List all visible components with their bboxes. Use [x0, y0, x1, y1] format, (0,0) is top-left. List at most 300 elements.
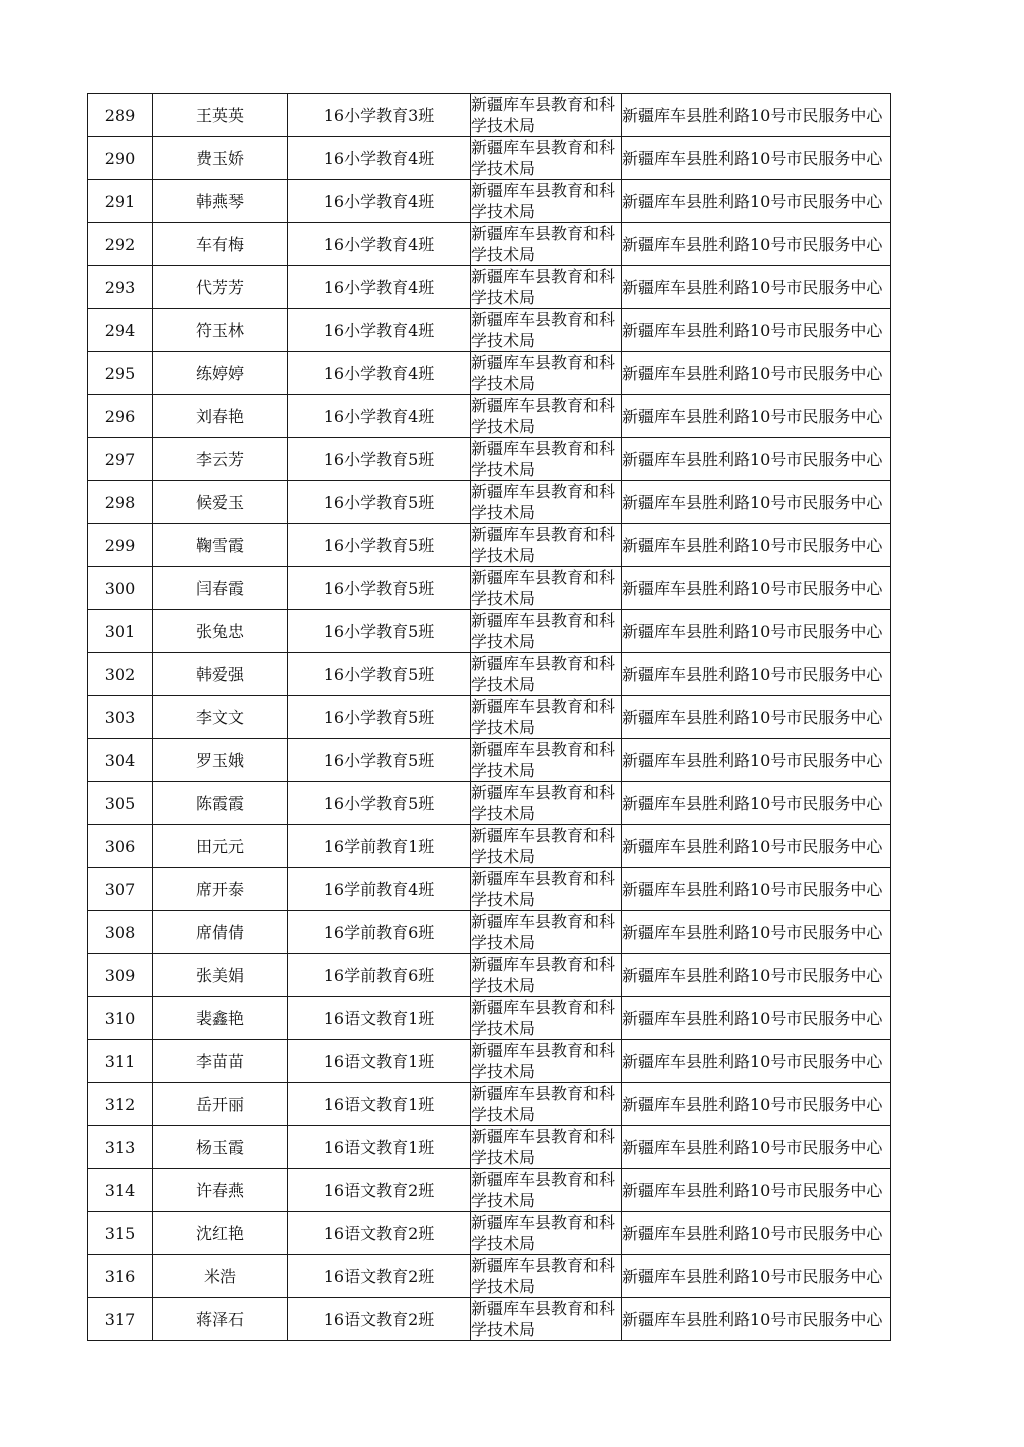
class-cell	[288, 180, 471, 223]
row-number-cell-text: 290	[104, 148, 136, 168]
class-cell-text: 16小学教育3班	[323, 105, 435, 125]
address-cell	[622, 395, 891, 438]
name-cell-text: 张兔忠	[195, 621, 244, 641]
unit-cell	[471, 696, 622, 739]
address-cell-text: 新疆库车县胜利路10号市民服务中心	[622, 363, 883, 383]
unit-cell-text: 新疆库车县教育和科学技术局	[471, 998, 616, 1038]
name-cell-text: 罗玉娥	[195, 750, 244, 770]
class-cell	[288, 739, 471, 782]
address-cell-text: 新疆库车县胜利路10号市民服务中心	[622, 922, 883, 942]
unit-cell-text: 新疆库车县教育和科学技术局	[471, 439, 616, 479]
row-number-cell-text: 311	[104, 1051, 136, 1071]
row-number-cell-text: 300	[104, 578, 136, 598]
row-number-cell	[88, 911, 153, 954]
unit-cell-text: 新疆库车县教育和科学技术局	[471, 1127, 616, 1167]
name-cell-text: 席倩倩	[195, 922, 244, 942]
name-cell	[153, 825, 288, 868]
name-cell	[153, 739, 288, 782]
table-row	[88, 94, 891, 137]
row-number-cell-text: 289	[104, 105, 136, 125]
class-cell	[288, 1255, 471, 1298]
table-row	[88, 997, 891, 1040]
name-cell	[153, 481, 288, 524]
class-cell-text: 16小学教育5班	[323, 578, 435, 598]
address-cell-text: 新疆库车县胜利路10号市民服务中心	[622, 234, 883, 254]
name-cell-text: 王英英	[195, 105, 244, 125]
class-cell-text: 16语文教育2班	[323, 1223, 435, 1243]
unit-cell	[471, 1255, 622, 1298]
name-cell	[153, 1126, 288, 1169]
table-row	[88, 1083, 891, 1126]
address-cell	[622, 352, 891, 395]
address-cell-text: 新疆库车县胜利路10号市民服务中心	[622, 277, 883, 297]
class-cell	[288, 352, 471, 395]
row-number-cell	[88, 223, 153, 266]
class-cell-text: 16语文教育1班	[323, 1137, 435, 1157]
name-cell-text: 韩燕琴	[195, 191, 244, 211]
row-number-cell-text: 309	[104, 965, 136, 985]
roster-body	[88, 94, 891, 1341]
name-cell-text: 张美娟	[195, 965, 244, 985]
name-cell-text: 符玉林	[195, 320, 244, 340]
class-cell-text: 16小学教育5班	[323, 664, 435, 684]
class-cell	[288, 567, 471, 610]
table-row	[88, 1126, 891, 1169]
address-cell-text: 新疆库车县胜利路10号市民服务中心	[622, 793, 883, 813]
row-number-cell-text: 292	[104, 234, 136, 254]
address-cell	[622, 696, 891, 739]
address-cell-text: 新疆库车县胜利路10号市民服务中心	[622, 621, 883, 641]
unit-cell-text: 新疆库车县教育和科学技术局	[471, 396, 616, 436]
table-row	[88, 653, 891, 696]
address-cell	[622, 997, 891, 1040]
table-row	[88, 739, 891, 782]
class-cell-text: 16学前教育6班	[323, 965, 435, 985]
unit-cell	[471, 911, 622, 954]
unit-cell-text: 新疆库车县教育和科学技术局	[471, 1170, 616, 1210]
class-cell	[288, 438, 471, 481]
row-number-cell-text: 317	[104, 1309, 136, 1329]
name-cell	[153, 94, 288, 137]
row-number-cell	[88, 1126, 153, 1169]
unit-cell	[471, 180, 622, 223]
name-cell	[153, 1255, 288, 1298]
table-row	[88, 1255, 891, 1298]
name-cell	[153, 1298, 288, 1341]
unit-cell	[471, 567, 622, 610]
name-cell	[153, 180, 288, 223]
address-cell-text: 新疆库车县胜利路10号市民服务中心	[622, 879, 883, 899]
name-cell	[153, 223, 288, 266]
unit-cell-text: 新疆库车县教育和科学技术局	[471, 267, 616, 307]
name-cell-text: 李苗苗	[195, 1051, 244, 1071]
address-cell-text: 新疆库车县胜利路10号市民服务中心	[622, 1137, 883, 1157]
address-cell	[622, 94, 891, 137]
address-cell	[622, 1040, 891, 1083]
class-cell-text: 16小学教育5班	[323, 750, 435, 770]
row-number-cell	[88, 481, 153, 524]
name-cell-text: 车有梅	[195, 234, 244, 254]
name-cell	[153, 309, 288, 352]
name-cell-text: 许春燕	[195, 1180, 244, 1200]
address-cell-text: 新疆库车县胜利路10号市民服务中心	[622, 836, 883, 856]
address-cell-text: 新疆库车县胜利路10号市民服务中心	[622, 1266, 883, 1286]
address-cell-text: 新疆库车县胜利路10号市民服务中心	[622, 1223, 883, 1243]
name-cell	[153, 696, 288, 739]
unit-cell	[471, 395, 622, 438]
address-cell-text: 新疆库车县胜利路10号市民服务中心	[622, 148, 883, 168]
row-number-cell	[88, 567, 153, 610]
roster-table	[87, 93, 891, 1341]
address-cell	[622, 266, 891, 309]
unit-cell-text: 新疆库车县教育和科学技术局	[471, 1256, 616, 1296]
unit-cell	[471, 309, 622, 352]
row-number-cell	[88, 524, 153, 567]
class-cell-text: 16小学教育4班	[323, 234, 435, 254]
address-cell-text: 新疆库车县胜利路10号市民服务中心	[622, 492, 883, 512]
name-cell	[153, 954, 288, 997]
row-number-cell	[88, 653, 153, 696]
table-row	[88, 567, 891, 610]
class-cell	[288, 696, 471, 739]
unit-cell-text: 新疆库车县教育和科学技术局	[471, 611, 616, 651]
unit-cell-text: 新疆库车县教育和科学技术局	[471, 525, 616, 565]
row-number-cell	[88, 825, 153, 868]
class-cell-text: 16小学教育4班	[323, 277, 435, 297]
table-row	[88, 911, 891, 954]
row-number-cell-text: 315	[104, 1223, 136, 1243]
unit-cell-text: 新疆库车县教育和科学技术局	[471, 654, 616, 694]
unit-cell-text: 新疆库车县教育和科学技术局	[471, 955, 616, 995]
class-cell	[288, 997, 471, 1040]
unit-cell	[471, 997, 622, 1040]
class-cell	[288, 481, 471, 524]
address-cell	[622, 825, 891, 868]
row-number-cell	[88, 610, 153, 653]
class-cell-text: 16小学教育4班	[323, 363, 435, 383]
row-number-cell-text: 313	[104, 1137, 136, 1157]
row-number-cell-text: 306	[104, 836, 136, 856]
unit-cell-text: 新疆库车县教育和科学技术局	[471, 95, 616, 135]
row-number-cell	[88, 1040, 153, 1083]
name-cell	[153, 524, 288, 567]
table-row	[88, 1212, 891, 1255]
row-number-cell	[88, 1255, 153, 1298]
name-cell	[153, 395, 288, 438]
table-row	[88, 438, 891, 481]
class-cell	[288, 1298, 471, 1341]
row-number-cell	[88, 997, 153, 1040]
row-number-cell	[88, 137, 153, 180]
address-cell-text: 新疆库车县胜利路10号市民服务中心	[622, 1094, 883, 1114]
address-cell	[622, 610, 891, 653]
name-cell-text: 蒋泽石	[195, 1309, 244, 1329]
unit-cell-text: 新疆库车县教育和科学技术局	[471, 740, 616, 780]
unit-cell	[471, 653, 622, 696]
name-cell	[153, 137, 288, 180]
address-cell-text: 新疆库车县胜利路10号市民服务中心	[622, 406, 883, 426]
address-cell-text: 新疆库车县胜利路10号市民服务中心	[622, 105, 883, 125]
name-cell-text: 岳开丽	[195, 1094, 244, 1114]
name-cell-text: 裴鑫艳	[195, 1008, 244, 1028]
row-number-cell	[88, 954, 153, 997]
class-cell	[288, 1126, 471, 1169]
address-cell	[622, 1255, 891, 1298]
row-number-cell-text: 314	[104, 1180, 136, 1200]
unit-cell	[471, 266, 622, 309]
unit-cell-text: 新疆库车县教育和科学技术局	[471, 353, 616, 393]
address-cell	[622, 481, 891, 524]
unit-cell	[471, 782, 622, 825]
class-cell-text: 16小学教育5班	[323, 793, 435, 813]
row-number-cell-text: 312	[104, 1094, 136, 1114]
name-cell-text: 费玉娇	[195, 148, 244, 168]
address-cell-text: 新疆库车县胜利路10号市民服务中心	[622, 664, 883, 684]
class-cell-text: 16小学教育4班	[323, 406, 435, 426]
unit-cell-text: 新疆库车县教育和科学技术局	[471, 1299, 616, 1339]
unit-cell	[471, 1126, 622, 1169]
class-cell-text: 16学前教育4班	[323, 879, 435, 899]
address-cell-text: 新疆库车县胜利路10号市民服务中心	[622, 578, 883, 598]
class-cell	[288, 911, 471, 954]
address-cell	[622, 868, 891, 911]
row-number-cell-text: 299	[104, 535, 136, 555]
address-cell	[622, 653, 891, 696]
class-cell	[288, 223, 471, 266]
name-cell-text: 李云芳	[195, 449, 244, 469]
class-cell	[288, 868, 471, 911]
class-cell	[288, 266, 471, 309]
class-cell-text: 16语文教育2班	[323, 1266, 435, 1286]
name-cell	[153, 266, 288, 309]
class-cell-text: 16小学教育4班	[323, 148, 435, 168]
table-row	[88, 868, 891, 911]
address-cell-text: 新疆库车县胜利路10号市民服务中心	[622, 191, 883, 211]
class-cell-text: 16学前教育1班	[323, 836, 435, 856]
class-cell-text: 16小学教育5班	[323, 449, 435, 469]
unit-cell	[471, 610, 622, 653]
address-cell	[622, 180, 891, 223]
name-cell	[153, 1212, 288, 1255]
table-row	[88, 1298, 891, 1341]
unit-cell-text: 新疆库车县教育和科学技术局	[471, 1084, 616, 1124]
row-number-cell-text: 298	[104, 492, 136, 512]
address-cell	[622, 1169, 891, 1212]
table-row	[88, 954, 891, 997]
table-row	[88, 266, 891, 309]
address-cell	[622, 954, 891, 997]
name-cell	[153, 352, 288, 395]
name-cell-text: 李文文	[195, 707, 244, 727]
row-number-cell-text: 295	[104, 363, 136, 383]
class-cell-text: 16小学教育4班	[323, 320, 435, 340]
address-cell	[622, 782, 891, 825]
name-cell-text: 沈红艳	[195, 1223, 244, 1243]
table-row	[88, 1040, 891, 1083]
address-cell-text: 新疆库车县胜利路10号市民服务中心	[622, 1309, 883, 1329]
row-number-cell	[88, 438, 153, 481]
address-cell	[622, 438, 891, 481]
unit-cell	[471, 481, 622, 524]
address-cell	[622, 524, 891, 567]
address-cell-text: 新疆库车县胜利路10号市民服务中心	[622, 535, 883, 555]
unit-cell	[471, 739, 622, 782]
row-number-cell-text: 316	[104, 1266, 136, 1286]
address-cell-text: 新疆库车县胜利路10号市民服务中心	[622, 707, 883, 727]
address-cell-text: 新疆库车县胜利路10号市民服务中心	[622, 320, 883, 340]
class-cell-text: 16小学教育5班	[323, 707, 435, 727]
unit-cell	[471, 1040, 622, 1083]
address-cell	[622, 1298, 891, 1341]
name-cell	[153, 1083, 288, 1126]
row-number-cell-text: 307	[104, 879, 136, 899]
row-number-cell	[88, 309, 153, 352]
name-cell	[153, 1040, 288, 1083]
row-number-cell	[88, 180, 153, 223]
address-cell	[622, 911, 891, 954]
class-cell	[288, 653, 471, 696]
class-cell	[288, 1169, 471, 1212]
unit-cell-text: 新疆库车县教育和科学技术局	[471, 1213, 616, 1253]
name-cell-text: 代芳芳	[195, 277, 244, 297]
class-cell-text: 16语文教育1班	[323, 1094, 435, 1114]
row-number-cell	[88, 352, 153, 395]
name-cell-text: 田元元	[195, 836, 244, 856]
unit-cell-text: 新疆库车县教育和科学技术局	[471, 138, 616, 178]
row-number-cell	[88, 1169, 153, 1212]
name-cell-text: 杨玉霞	[195, 1137, 244, 1157]
address-cell	[622, 1212, 891, 1255]
name-cell	[153, 997, 288, 1040]
unit-cell-text: 新疆库车县教育和科学技术局	[471, 482, 616, 522]
unit-cell	[471, 438, 622, 481]
unit-cell-text: 新疆库车县教育和科学技术局	[471, 912, 616, 952]
table-row	[88, 825, 891, 868]
row-number-cell-text: 310	[104, 1008, 136, 1028]
unit-cell	[471, 352, 622, 395]
row-number-cell-text: 302	[104, 664, 136, 684]
unit-cell-text: 新疆库车县教育和科学技术局	[471, 181, 616, 221]
class-cell	[288, 94, 471, 137]
name-cell-text: 练婷婷	[195, 363, 244, 383]
unit-cell-text: 新疆库车县教育和科学技术局	[471, 869, 616, 909]
unit-cell	[471, 1169, 622, 1212]
class-cell-text: 16小学教育4班	[323, 191, 435, 211]
class-cell	[288, 309, 471, 352]
name-cell-text: 席开泰	[195, 879, 244, 899]
unit-cell	[471, 223, 622, 266]
address-cell-text: 新疆库车县胜利路10号市民服务中心	[622, 1051, 883, 1071]
table-row	[88, 137, 891, 180]
table-row	[88, 309, 891, 352]
address-cell-text: 新疆库车县胜利路10号市民服务中心	[622, 449, 883, 469]
name-cell-text: 韩爱强	[195, 664, 244, 684]
name-cell	[153, 868, 288, 911]
row-number-cell-text: 303	[104, 707, 136, 727]
unit-cell	[471, 868, 622, 911]
table-row	[88, 610, 891, 653]
class-cell-text: 16语文教育1班	[323, 1008, 435, 1028]
row-number-cell	[88, 782, 153, 825]
row-number-cell-text: 304	[104, 750, 136, 770]
row-number-cell-text: 297	[104, 449, 136, 469]
name-cell-text: 米浩	[203, 1266, 236, 1286]
unit-cell-text: 新疆库车县教育和科学技术局	[471, 826, 616, 866]
row-number-cell	[88, 94, 153, 137]
row-number-cell-text: 294	[104, 320, 136, 340]
address-cell-text: 新疆库车县胜利路10号市民服务中心	[622, 750, 883, 770]
class-cell	[288, 524, 471, 567]
table-row	[88, 524, 891, 567]
class-cell	[288, 825, 471, 868]
row-number-cell-text: 308	[104, 922, 136, 942]
row-number-cell	[88, 1298, 153, 1341]
name-cell	[153, 911, 288, 954]
address-cell-text: 新疆库车县胜利路10号市民服务中心	[622, 1008, 883, 1028]
class-cell	[288, 1083, 471, 1126]
class-cell	[288, 1212, 471, 1255]
class-cell	[288, 395, 471, 438]
row-number-cell	[88, 1083, 153, 1126]
table-row	[88, 782, 891, 825]
row-number-cell	[88, 696, 153, 739]
row-number-cell-text: 293	[104, 277, 136, 297]
address-cell	[622, 137, 891, 180]
name-cell-text: 候爱玉	[195, 492, 244, 512]
table-row	[88, 352, 891, 395]
row-number-cell	[88, 395, 153, 438]
class-cell	[288, 954, 471, 997]
address-cell	[622, 223, 891, 266]
class-cell-text: 16学前教育6班	[323, 922, 435, 942]
row-number-cell	[88, 739, 153, 782]
unit-cell-text: 新疆库车县教育和科学技术局	[471, 783, 616, 823]
class-cell-text: 16语文教育2班	[323, 1180, 435, 1200]
unit-cell-text: 新疆库车县教育和科学技术局	[471, 568, 616, 608]
unit-cell	[471, 94, 622, 137]
class-cell-text: 16小学教育5班	[323, 535, 435, 555]
class-cell	[288, 137, 471, 180]
name-cell	[153, 610, 288, 653]
name-cell	[153, 438, 288, 481]
unit-cell	[471, 1083, 622, 1126]
class-cell	[288, 782, 471, 825]
row-number-cell-text: 301	[104, 621, 136, 641]
name-cell-text: 陈霞霞	[195, 793, 244, 813]
name-cell	[153, 567, 288, 610]
address-cell-text: 新疆库车县胜利路10号市民服务中心	[622, 965, 883, 985]
name-cell-text: 鞠雪霞	[195, 535, 244, 555]
address-cell	[622, 739, 891, 782]
unit-cell	[471, 1298, 622, 1341]
address-cell	[622, 1126, 891, 1169]
table-row	[88, 180, 891, 223]
name-cell	[153, 1169, 288, 1212]
table-row	[88, 481, 891, 524]
name-cell	[153, 653, 288, 696]
table-row	[88, 696, 891, 739]
unit-cell-text: 新疆库车县教育和科学技术局	[471, 310, 616, 350]
address-cell	[622, 1083, 891, 1126]
table-row	[88, 223, 891, 266]
class-cell	[288, 610, 471, 653]
row-number-cell	[88, 266, 153, 309]
row-number-cell	[88, 1212, 153, 1255]
unit-cell	[471, 825, 622, 868]
table-row	[88, 395, 891, 438]
unit-cell-text: 新疆库车县教育和科学技术局	[471, 224, 616, 264]
unit-cell	[471, 954, 622, 997]
